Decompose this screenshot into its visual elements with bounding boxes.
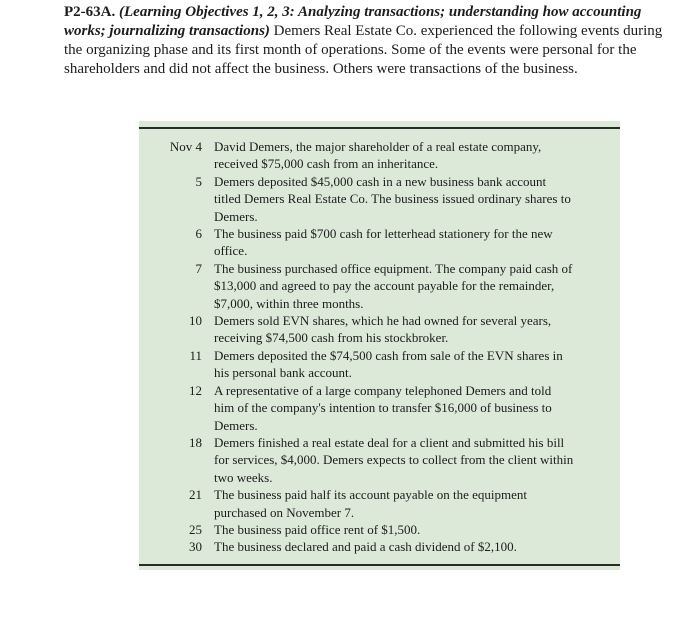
event-date: 21: [189, 487, 202, 503]
event-row: [139, 538, 620, 555]
problem-number: P2-63A.: [64, 4, 116, 20]
event-text: The business purchased office equipment. The company paid cash of $13,000 and agreed to pay the account payable for the remainder, $7,000, within three months.: [214, 260, 573, 311]
event-date: 10: [189, 313, 202, 329]
event-text: The business declared and paid a cash dividend of $2,100.: [214, 539, 517, 555]
event-date: 11: [189, 347, 202, 363]
event-row: [139, 434, 620, 486]
problem-header: [64, 3, 676, 79]
top-rule: [139, 127, 620, 129]
event-panel: [139, 121, 620, 570]
event-text: Demers deposited $45,000 cash in a new business bank account titled Demers Real Estate Co. The business issued ordinary shares to Demers.: [214, 173, 571, 224]
event-date: 30: [189, 539, 202, 555]
event-date: 6: [195, 226, 202, 242]
event-row: [139, 173, 620, 225]
event-text: The business paid $700 cash for letterhead stationery for the new office.: [214, 226, 553, 259]
event-text: Demers finished a real estate deal for a client and submitted his bill for services, $4,000. Demers expects to collect from the client within two weeks.: [214, 434, 574, 485]
event-row: [139, 260, 620, 312]
event-date: 12: [189, 382, 202, 398]
event-text: A representative of a large company telephoned Demers and told him of the company's intention to transfer $16,000 of business to Demers.: [214, 382, 552, 433]
event-text: The business paid office rent of $1,500.: [214, 521, 421, 537]
event-text: Demers deposited the $74,500 cash from sale of the EVN shares in his personal bank account.: [214, 347, 563, 381]
problem-description: Demers Real Estate Co. experienced the following events during the organizing phase and its first month of operations. Some of the events were personal for the shareholders and did not affect the business. Others were transactions of the business.: [64, 23, 663, 77]
event-date: 5: [195, 173, 202, 189]
event-row: [139, 347, 620, 382]
event-date: 18: [189, 434, 202, 450]
event-row: [139, 138, 620, 173]
event-list: [139, 138, 620, 556]
event-date: 7: [195, 260, 202, 276]
event-row: [139, 382, 620, 434]
event-row: [139, 521, 620, 538]
event-text: Demers sold EVN shares, which he had owned for several years, receiving $74,500 cash from his stockbroker.: [214, 313, 552, 346]
event-row: [139, 486, 620, 521]
event-date: 25: [189, 521, 202, 537]
event-text: David Demers, the major shareholder of a real estate company, received $75,000 cash from an inheritance.: [214, 139, 542, 172]
event-date: Nov 4: [169, 139, 202, 154]
event-row: [139, 225, 620, 260]
problem-title: (Learning Objectives 1, 2, 3: Analyzing transactions; understanding how accounting works; journalizing transactions): [64, 4, 642, 39]
event-text: The business paid half its account payable on the equipment purchased on November 7.: [214, 487, 527, 520]
event-row: [139, 312, 620, 347]
bottom-rule: [139, 564, 620, 566]
